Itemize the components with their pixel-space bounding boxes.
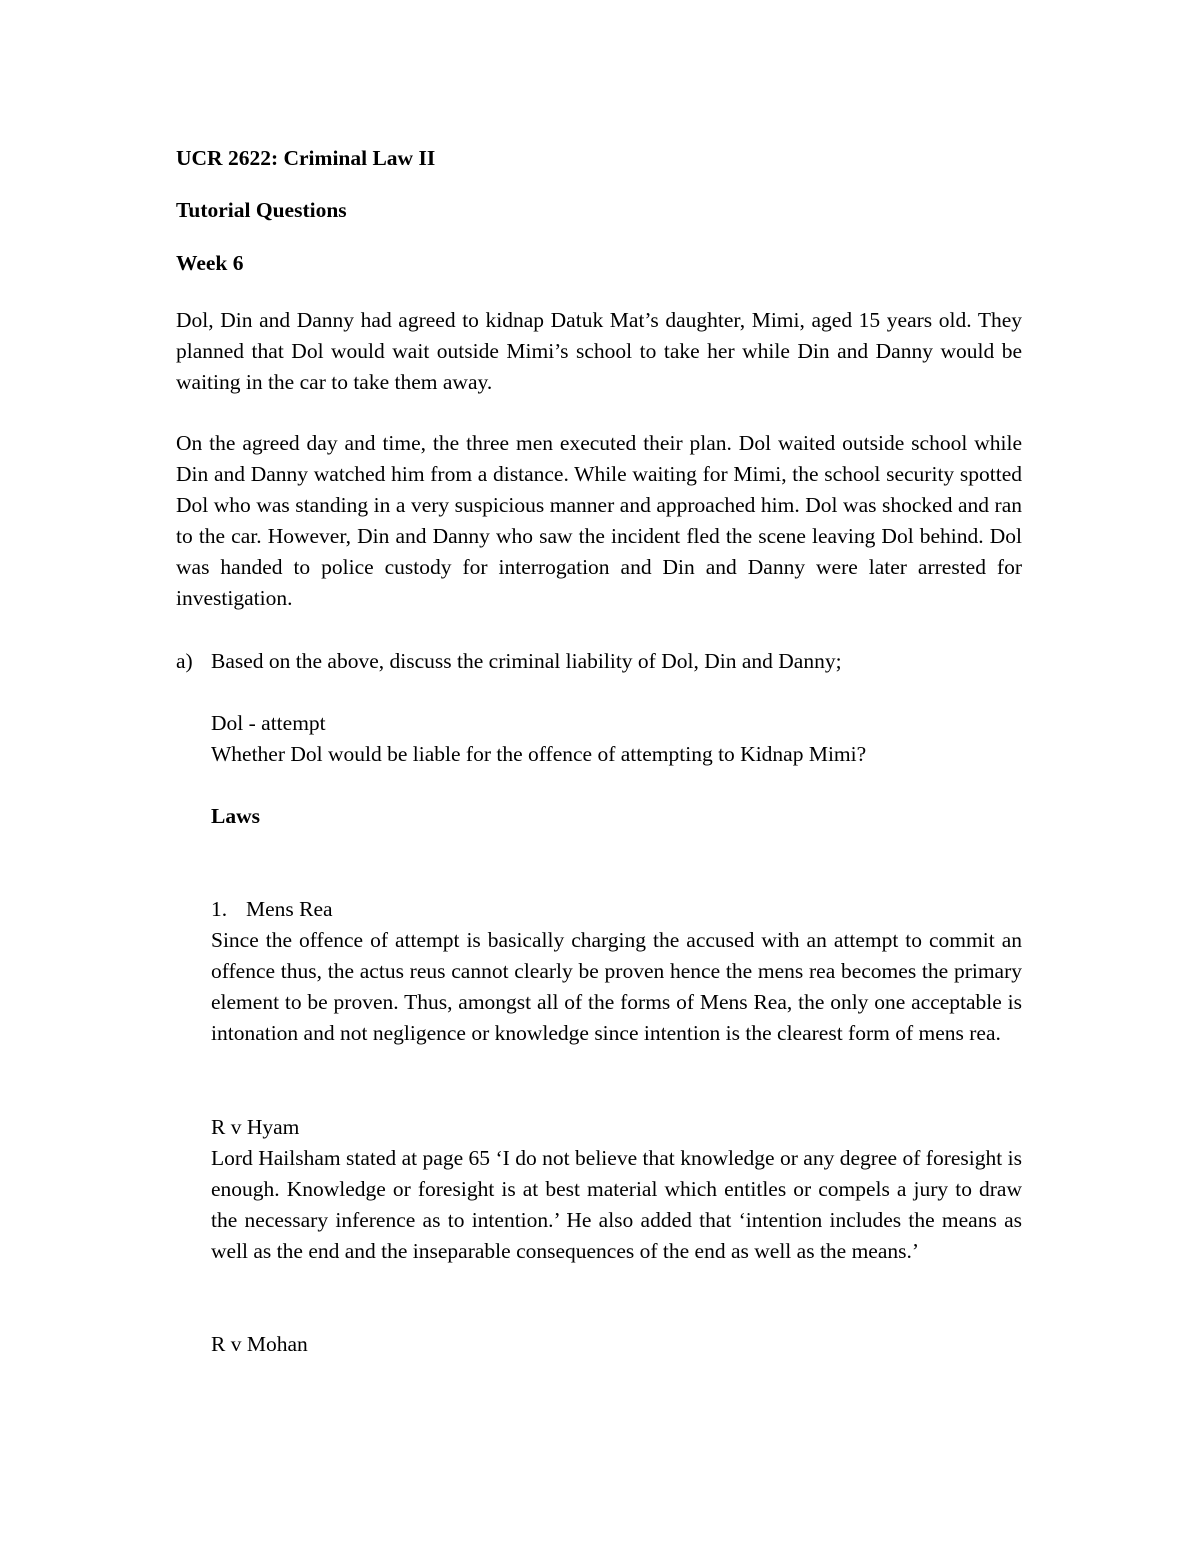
- case-2-name: R v Mohan: [211, 1332, 308, 1356]
- point-1-number: 1.: [211, 897, 228, 921]
- course-title: UCR 2622: Criminal Law II: [176, 146, 436, 170]
- facts-paragraph-2: On the agreed day and time, the three men executed their plan. Dol waited outside school while Din and Danny watched him from a distance. While waiting for Mimi, the school security spotted Dol who was standing in a very suspicious manner and approached him. Dol was shocked and ran to the car. However, Din and Danny who saw the incident fled the scene leaving Dol behind. Dol was handed to police custody for interrogation and Din and Danny were later arrested for investigation.: [176, 431, 1022, 610]
- answer-topic: Dol - attempt: [211, 711, 326, 735]
- question-text: Based on the above, discuss the criminal liability of Dol, Din and Danny;: [211, 649, 842, 673]
- laws-heading: Laws: [211, 804, 260, 828]
- facts-paragraph-1: Dol, Din and Danny had agreed to kidnap Datuk Mat’s daughter, Mimi, aged 15 years old. They planned that Dol would wait outside Mimi’s school to take her while Din and Danny would be waiting in the car to take them away.: [176, 308, 1022, 394]
- mens-rea-explanation: Since the offence of attempt is basically charging the accused with an attempt to commit an offence thus, the actus reus cannot clearly be proven hence the mens rea becomes the primary element to be proven. Thus, amongst all of the forms of Mens Rea, the only one acceptable is intonation and not negligence or knowledge since intention is the clearest form of mens rea.: [211, 928, 1022, 1045]
- case-1-text: Lord Hailsham stated at page 65 ‘I do not believe that knowledge or any degree of foresight is enough. Knowledge or foresight is at best material which entitles or compels a jury to draw the necessary inference as to intention.’ He also added that ‘intention includes the means as well as the end and the inseparable consequences of the end as well as the means.’: [211, 1146, 1022, 1263]
- question-marker: a): [176, 649, 193, 673]
- point-1-heading: [211, 894, 1022, 925]
- week-label: Week 6: [176, 251, 244, 275]
- point-1-title: Mens Rea: [246, 897, 333, 921]
- issue-statement: Whether Dol would be liable for the offence of attempting to Kidnap Mimi?: [211, 742, 867, 766]
- document-subtitle: Tutorial Questions: [176, 198, 347, 222]
- case-1-name: R v Hyam: [211, 1115, 300, 1139]
